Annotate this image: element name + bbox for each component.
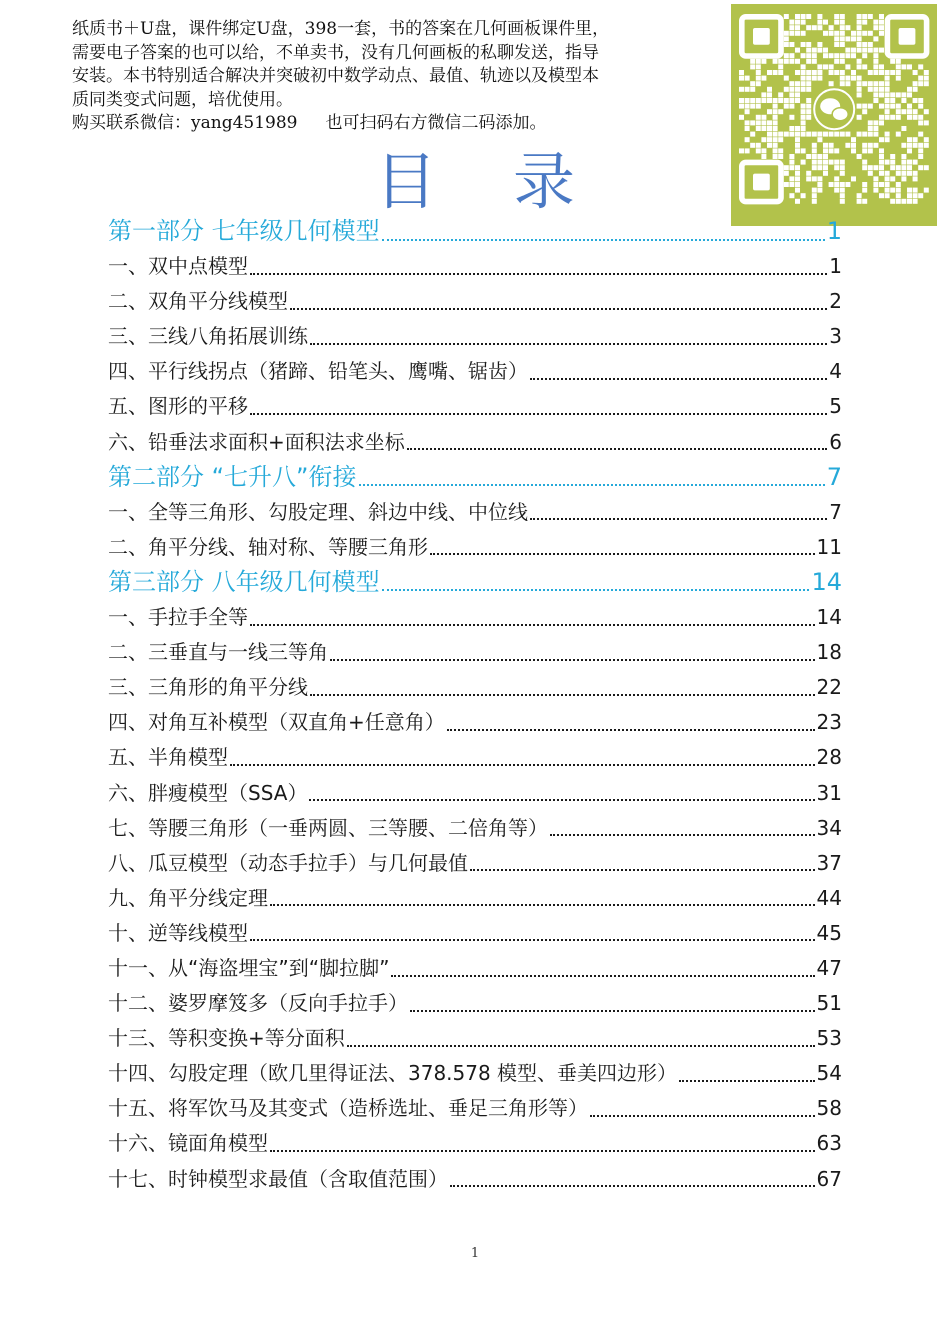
- toc-page-number: 14: [816, 605, 842, 630]
- toc-page-number: 54: [816, 1061, 842, 1086]
- toc-page-number: 3: [829, 324, 842, 349]
- toc-entry[interactable]: [108, 389, 842, 424]
- toc-label: 十、逆等线模型: [108, 920, 248, 945]
- toc-page-number: 4: [829, 359, 842, 384]
- toc-leader-dots: [407, 432, 828, 452]
- toc-leader-dots: [410, 994, 815, 1014]
- toc-entry[interactable]: [108, 1126, 842, 1161]
- toc-page-number: 5: [829, 394, 842, 419]
- page-number: 1: [470, 1246, 480, 1261]
- toc-leader-dots: [470, 853, 815, 873]
- toc-leader-dots: [309, 783, 814, 803]
- promo-line: 质同类变式问题，培优使用。: [72, 89, 293, 110]
- promo-notice: [72, 18, 692, 136]
- toc-label: 八、瓜豆模型（动态手拉手）与几何最值: [108, 850, 468, 875]
- toc-label: 九、角平分线定理: [108, 885, 268, 910]
- toc-label: 二、双角平分线模型: [108, 289, 288, 314]
- toc-entry[interactable]: [108, 776, 842, 811]
- toc-leader-dots: [270, 1134, 815, 1154]
- toc-label: 三、三角形的角平分线: [108, 675, 308, 700]
- toc-page-number: 28: [816, 745, 842, 770]
- title-char: 录: [513, 145, 576, 218]
- toc-label: 三、三线八角拓展训练: [108, 324, 308, 349]
- toc-page-number: 67: [816, 1166, 842, 1191]
- toc-leader-dots: [679, 1064, 814, 1084]
- toc-label: 五、图形的平移: [108, 394, 248, 419]
- toc-entry[interactable]: [108, 1091, 842, 1126]
- wechat-contact: 购买联系微信：yang451989: [72, 113, 298, 133]
- toc-label: 一、双中点模型: [108, 254, 248, 279]
- toc-label: 二、三垂直与一线三等角: [108, 640, 328, 665]
- toc-page-number: 63: [816, 1131, 842, 1156]
- toc-page-number: 51: [816, 991, 842, 1016]
- toc-page-number: 1: [829, 254, 842, 279]
- toc-page-number: 6: [829, 429, 842, 454]
- toc-entry[interactable]: [108, 530, 842, 565]
- toc-entry[interactable]: [108, 881, 842, 916]
- toc-leader-dots: [430, 537, 815, 557]
- toc-label: 十四、勾股定理（欧几里得证法、378.578 模型、垂美四边形）: [108, 1061, 678, 1086]
- toc-label: 五、半角模型: [108, 745, 228, 770]
- toc-label: 第三部分 八年级几何模型: [108, 567, 380, 596]
- toc-entry[interactable]: [108, 1021, 842, 1056]
- toc-page-number: 11: [816, 534, 842, 559]
- title-char: 目: [374, 145, 437, 218]
- toc-page-number: 23: [816, 710, 842, 735]
- toc-page-number: 58: [816, 1096, 842, 1121]
- toc-label: 十一、从“海盗埋宝”到“脚拉脚”: [108, 955, 390, 980]
- toc-label: 一、手拉手全等: [108, 605, 248, 630]
- toc-leader-dots: [310, 678, 815, 698]
- toc-leader-dots: [590, 1099, 815, 1119]
- promo-line: 需要电子答案的也可以给，不单卖书，没有几何画板的私聊发送，指导: [72, 42, 599, 63]
- promo-line: 纸质书＋U盘，课件绑定U盘，398一套，书的答案在几何画板课件里，: [72, 19, 610, 39]
- toc-leader-dots: [550, 818, 815, 838]
- toc-page-number: 7: [829, 499, 842, 524]
- table-of-contents: [108, 214, 842, 1197]
- toc-leader-dots: [530, 502, 827, 522]
- toc-entry[interactable]: [108, 951, 842, 986]
- toc-page-number: 14: [811, 567, 842, 596]
- toc-page-number: 37: [816, 850, 842, 875]
- toc-label: 十六、镜面角模型: [108, 1131, 268, 1156]
- toc-entry[interactable]: [108, 249, 842, 284]
- toc-entry[interactable]: [108, 635, 842, 670]
- toc-leader-dots: [250, 397, 827, 417]
- promo-line: 安装。本书特别适合解决并突破初中数学动点、最值、轨迹以及模型本: [72, 66, 599, 86]
- toc-leader-dots: [359, 467, 825, 487]
- toc-label: 四、平行线拐点（猪蹄、铅笔头、鹰嘴、锯齿）: [108, 359, 528, 384]
- toc-leader-dots: [290, 292, 827, 312]
- toc-leader-dots: [450, 1169, 815, 1189]
- toc-label: 七、等腰三角形（一垂两圆、三等腰、二倍角等）: [108, 815, 548, 840]
- toc-part-heading[interactable]: [108, 565, 842, 600]
- toc-label: 第二部分 “七升八”衔接: [108, 462, 357, 491]
- toc-leader-dots: [250, 257, 827, 277]
- toc-entry[interactable]: [108, 740, 842, 775]
- toc-leader-dots: [310, 327, 827, 347]
- toc-page-number: 31: [816, 780, 842, 805]
- toc-part-heading[interactable]: [108, 214, 842, 249]
- scan-note: 也可扫码右方微信二码添加。: [325, 113, 547, 133]
- toc-leader-dots: [530, 362, 827, 382]
- wechat-qr-code-icon: [731, 4, 937, 226]
- toc-entry[interactable]: [108, 319, 842, 354]
- toc-entry[interactable]: [108, 284, 842, 319]
- toc-page-number: 1: [826, 217, 842, 245]
- toc-leader-dots: [347, 1029, 815, 1049]
- toc-entry[interactable]: [108, 705, 842, 740]
- toc-page-number: 7: [826, 462, 842, 491]
- toc-page-number: 47: [816, 955, 842, 980]
- toc-page-number: 2: [829, 289, 842, 314]
- toc-leader-dots: [382, 572, 810, 592]
- toc-page-number: 18: [816, 640, 842, 665]
- toc-label: 四、对角互补模型（双直角+任意角）: [108, 710, 445, 735]
- toc-page-number: 44: [816, 885, 842, 910]
- toc-entry[interactable]: [108, 670, 842, 705]
- toc-leader-dots: [447, 713, 815, 733]
- toc-label: 十七、时钟模型求最值（含取值范围）: [108, 1166, 448, 1191]
- toc-entry[interactable]: [108, 495, 842, 530]
- toc-label: 六、铅垂法求面积+面积法求坐标: [108, 429, 405, 454]
- toc-label: 六、胖瘦模型（SSA）: [108, 780, 308, 805]
- toc-page-number: 45: [816, 920, 842, 945]
- toc-page-number: 22: [816, 675, 842, 700]
- toc-label: 第一部分 七年级几何模型: [108, 217, 380, 245]
- toc-leader-dots: [230, 748, 815, 768]
- toc-label: 一、全等三角形、勾股定理、斜边中线、中位线: [108, 499, 528, 524]
- toc-label: 十五、将军饮马及其变式（造桥选址、垂足三角形等）: [108, 1096, 588, 1121]
- toc-part-heading[interactable]: [108, 460, 842, 495]
- toc-leader-dots: [330, 643, 815, 663]
- toc-label: 十二、婆罗摩笈多（反向手拉手）: [108, 991, 408, 1016]
- qr-pattern: [731, 4, 937, 226]
- page-title: [300, 132, 650, 221]
- toc-entry[interactable]: [108, 425, 842, 460]
- toc-entry[interactable]: [108, 600, 842, 635]
- toc-entry[interactable]: [108, 916, 842, 951]
- toc-label: 十三、等积变换+等分面积: [108, 1026, 345, 1051]
- toc-page-number: 34: [816, 815, 842, 840]
- toc-leader-dots: [250, 608, 815, 628]
- toc-leader-dots: [382, 222, 825, 242]
- toc-entry[interactable]: [108, 846, 842, 881]
- toc-entry[interactable]: [108, 811, 842, 846]
- toc-label: 二、角平分线、轴对称、等腰三角形: [108, 534, 428, 559]
- toc-leader-dots: [270, 888, 815, 908]
- toc-entry[interactable]: [108, 1162, 842, 1197]
- toc-leader-dots: [250, 923, 815, 943]
- toc-entry[interactable]: [108, 986, 842, 1021]
- toc-entry[interactable]: [108, 1056, 842, 1091]
- toc-entry[interactable]: [108, 354, 842, 389]
- toc-leader-dots: [391, 959, 814, 979]
- toc-page-number: 53: [816, 1026, 842, 1051]
